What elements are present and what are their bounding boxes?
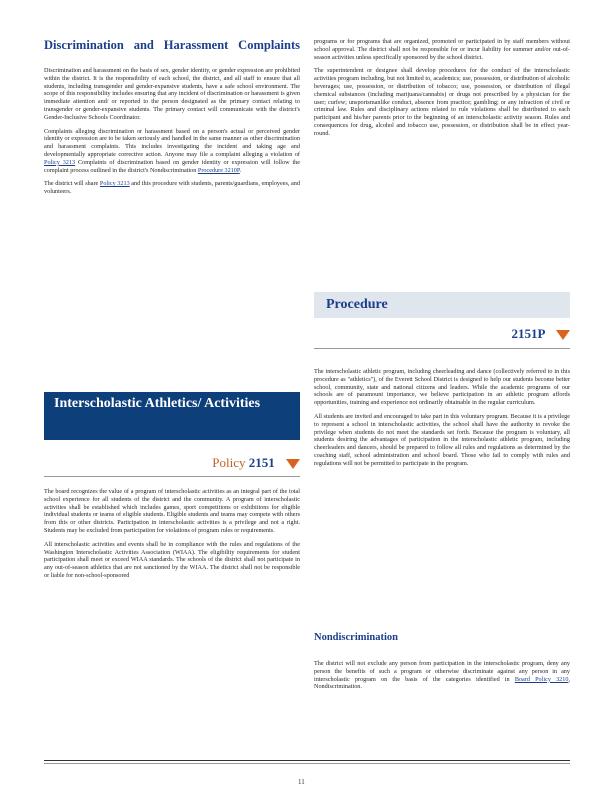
paragraph-text: . [239, 166, 242, 174]
discrimination-text [44, 67, 300, 196]
section-band-athletics [44, 392, 300, 440]
paragraph-text: Complaints of discrimination based on gender identity or expression will follow the complaint process outlined in the district's Nondiscrimination [44, 158, 301, 174]
paragraph-text: The district will share [44, 180, 99, 188]
policy-number-2151 [44, 455, 300, 471]
procedure-3210p-link[interactable]: Procedure 3210P [197, 166, 240, 174]
paragraph [44, 128, 300, 175]
paragraph: Discrimination and harassment on the basis of sex, gender identity, or gender expression are prohibited within the district. It is the responsibility of each school, the district, and all staff to ensure that all students, including transgender and gender-expansive students, have a safe school environment. The scope of this responsibility includes ensuring that any incident of discrimination or harassment is given immediate attention and/ or reported to the person designated as the primary contact relating to transgender or gender-expansive students. The primary contact will communicate with the district's Gender-Inclusive Schools Coordinator. [44, 67, 300, 121]
paragraph: The superintendent or designee shall develop procedures for the conduct of the interscholastic activities program including, but not limited to, academics; use, possession, or distribution of alcoholic beverages; use, possession, or distribution of tobacco; use, possession, or distribution of illegal chemical substances (including marijuana/cannabis) or drugs not prescribed by a physician for the user; curfew; unsportsmanlike conduct, absence from practice; gambling; or any infraction of civil or criminal law. Rules and disciplinary actions related to rule violations shall be distributed to each participant and his/her parents prior to the beginning of an interscholastic activity season. Rules and consequences for drug, alcohol and tobacco use, possession, or distribution shall be in effect year-round. [314, 67, 570, 137]
divider [314, 348, 570, 349]
procedure-title: Procedure [326, 297, 388, 312]
paragraph-text: The district will not exclude any person from participation in the interscholastic program, deny any person the benefits of such a program or otherwise discriminate against any person in any interscholastic program on the basis of the categories identified in [314, 660, 570, 683]
procedure-number: 2151P [511, 326, 545, 341]
triangle-down-icon [556, 330, 570, 340]
paragraph: All students are invited and encouraged to take part in this voluntary program. Because it is a privilege to represent a school in interscholastic activities, the school shall have the authority to revoke the privilege when students do not meet the standards set forth. Because the program is voluntary, all students desiring the advantages of participation in the interscholastic athletic program, including cheerleaders and dancers, should be prepared to follow all rules and regulations as determined by the coaching staff, school administration and school board. Those who fail to comply with rules and regulations will not be permitted to participate in the program. [314, 412, 570, 467]
athletics-text [44, 488, 300, 580]
policy-label: Policy [212, 455, 246, 470]
paragraph: The board recognizes the value of a program of interscholastic activities as an integral part of the total school experience for all students of the district and the community. A program of interscholastic activities shall be established which includes games, sport competitions or exhibitions for eligible individual students or teams of eligible students. Eligible students and teams may compete with others from this or other districts. Participation in interscholastic activities is a privilege and not a right. Students may be excluded from participation for violations of program rules or requirements. [44, 488, 300, 534]
footer-rule [44, 760, 570, 761]
policy-number: 2151 [248, 455, 275, 470]
paragraph-text: and this procedure with students, parents/guardians, employees, and volunteers. [44, 180, 300, 196]
procedure-text [314, 368, 570, 468]
paragraph-text: , Nondiscrimination. [314, 675, 571, 691]
section-heading-discrimination: Discrimination and Harassment Complaints [44, 38, 300, 52]
triangle-down-icon [286, 459, 300, 469]
board-policy-3210-link[interactable]: Board Policy 3210 [514, 675, 569, 683]
divider [44, 476, 300, 477]
band-title: Interscholastic Athletics/ Activities [54, 396, 261, 411]
policy-3213-link[interactable]: Policy 3213 [44, 158, 76, 166]
athletics-continued-text [314, 38, 570, 138]
footer-rule [44, 763, 570, 764]
procedure-band [314, 292, 570, 318]
procedure-number-2151p [314, 326, 570, 342]
nondiscrimination-text [314, 660, 570, 691]
paragraph: All interscholastic activities and events shall be in compliance with the rules and regulations of the Washington Interscholastic Activities Association (WIAA). The eligibility requirements for student participation shall meet or exceed WIAA standards. The schools of the district shall not participate in any out-of-season athletics that are not sanctioned by the WIAA. The district shall not be responsible or liable for non-school-sponsored [44, 540, 300, 579]
paragraph: The interscholastic athletic program, including cheerleading and dance (collectively referred to in this procedure as "athletics"), of the Everett School District is designed to help our students become better school, community, state and national citizens and leaders. While the academic programs of our schools are of paramount importance, we believe participation in an athletic program affords opportunities, training and experience not ordinarily obtainable in the regular curriculum. [314, 368, 570, 407]
page-number: 11 [298, 778, 305, 786]
paragraph [44, 180, 300, 196]
policy-3213-link[interactable]: Policy 3213 [99, 180, 130, 188]
paragraph [314, 660, 570, 691]
paragraph: programs or for programs that are organized, promoted or participated in by staff members without school approval. The district shall not be responsible for or incur liability for summer and/or out-of-season activities unless specifically sponsored by the school district. [314, 38, 570, 61]
section-heading-nondiscrimination: Nondiscrimination [314, 632, 399, 643]
paragraph-text: Complaints alleging discrimination or harassment based on a person's actual or perceived gender identity or expression are to be taken seriously and handled in the same manner as other discrimination and harassment complaints. This includes investigating the incident and taking age and developmentally appropriate corrective action. Anyone may file a complaint alleging a violation of [44, 127, 300, 158]
